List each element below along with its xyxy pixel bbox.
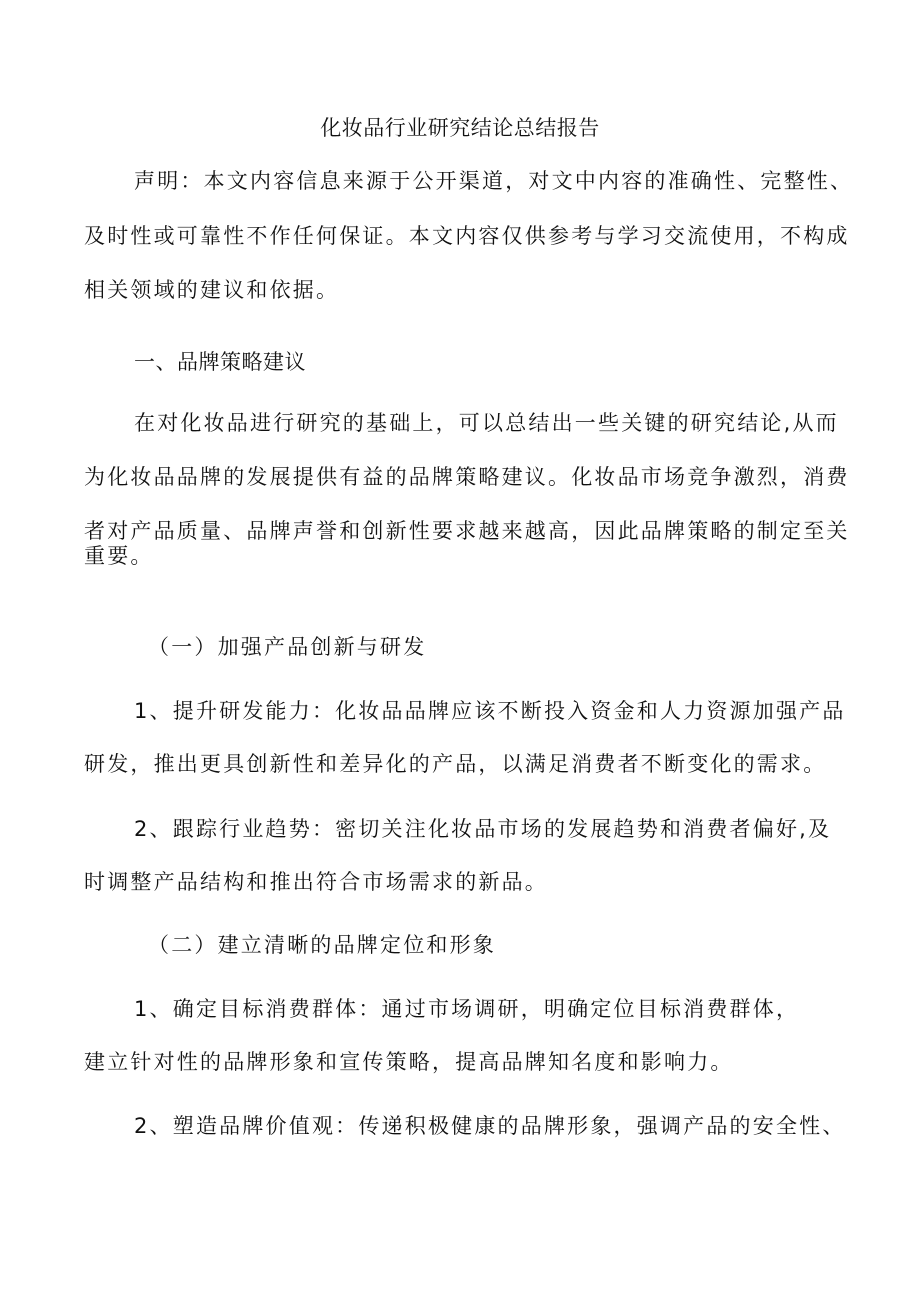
paragraph-line: 时调整产品结构和推出符合市场需求的新品。 (84, 870, 548, 894)
subsection-heading: （二）建立清晰的品牌定位和形象 (148, 933, 496, 957)
disclaimer-line: 声明：本文内容信息来源于公开渠道，对文中内容的准确性、完整性、 (134, 169, 854, 193)
paragraph-line: 为化妆品品牌的发展提供有益的品牌策略建议。化妆品市场竞争激烈，消费 (84, 465, 850, 489)
paragraph-line: 重要。 (84, 544, 154, 568)
paragraph-line: 在对化妆品进行研究的基础上，可以总结出一些关键的研究结论,从而 (134, 411, 839, 435)
section-heading: 一、品牌策略建议 (134, 350, 306, 374)
disclaimer-line: 及时性或可靠性不作任何保证。本文内容仅供参考与学习交流使用，不构成 (84, 224, 850, 248)
paragraph-line: 1、提升研发能力：化妆品品牌应该不断投入资金和人力资源加强产品 (134, 699, 846, 723)
paragraph-line: 2、塑造品牌价值观：传递积极健康的品牌形象，强调产品的安全性、 (134, 1114, 846, 1138)
document-title: 化妆品行业研究结论总结报告 (320, 116, 600, 140)
paragraph-line: 建立针对性的品牌形象和宣传策略，提高品牌知名度和影响力。 (84, 1050, 734, 1074)
paragraph-line: 者对产品质量、品牌声誉和创新性要求越来越高，因此品牌策略的制定至关 (84, 519, 850, 543)
subsection-heading: （一）加强产品创新与研发 (148, 635, 427, 659)
paragraph-line: 2、跟踪行业趋势：密切关注化妆品市场的发展趋势和消费者偏好,及 (134, 817, 832, 841)
disclaimer-line: 相关领域的建议和依据。 (84, 278, 340, 302)
paragraph-line: 研发，推出更具创新性和差异化的产品，以满足消费者不断变化的需求。 (84, 752, 827, 776)
paragraph-line: 1、确定目标消费群体：通过市场调研，明确定位目标消费群体， (134, 997, 800, 1021)
